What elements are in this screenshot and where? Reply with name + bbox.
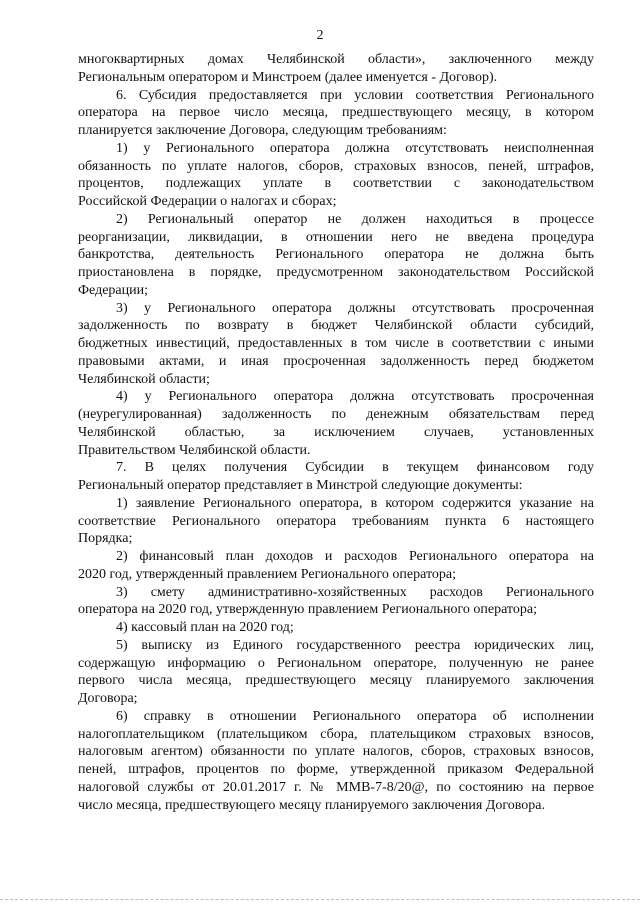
- text-line: Региональным оператором и Минстроем (далее именуется - Договор).: [78, 69, 498, 85]
- page-number: 2: [316, 28, 324, 43]
- text-line: Региональный оператор представляет в Минстрой следующие документы:: [78, 478, 523, 493]
- text-line: 3) смету административно-хозяйственных расходов Регионального: [116, 584, 594, 600]
- text-line: содержащую информацию о Региональном операторе, полученную не ранее: [78, 655, 594, 671]
- text-line: реорганизации, ликвидации, в отношении него не введена процедура: [78, 229, 594, 245]
- text-line: банкротства, деятельность Регионального оператора не должна быть: [78, 247, 594, 263]
- text-line: налоговой службы от 20.01.2017 г. № ММВ-7-8/20@, по состоянию на первое: [78, 779, 594, 795]
- text-line: правовыми актами, и иная просроченная задолженность перед бюджетом: [78, 353, 594, 369]
- text-line: оператора на первое число месяца, предшествующего месяцу, в котором: [78, 105, 594, 121]
- text-line: число месяца, предшествующего месяцу планируемого заключения Договора.: [78, 797, 545, 813]
- text-line: Челябинской области;: [78, 371, 210, 387]
- text-line: 6. Субсидия предоставляется при условии соответствия Регионального: [116, 87, 594, 103]
- text-line: Договора;: [78, 691, 138, 706]
- text-line: первого числа месяца, предшествующего месяцу планируемого заключения: [78, 673, 594, 689]
- text-line: соответствие Регионального оператора требованиям пункта 6 настоящего: [78, 513, 594, 529]
- text-line: (неурегулированная) задолженность по денежным обязательствам перед: [78, 407, 594, 422]
- text-line: 2020 год, утвержденный правлением Регионального оператора;: [78, 566, 456, 582]
- text-line: процентов, подлежащих уплате в соответствии с законодательством: [78, 176, 594, 192]
- text-line: 2) финансовый план доходов и расходов Регионального оператора на: [116, 549, 594, 564]
- text-line: Порядка;: [78, 531, 133, 547]
- text-line: 4) кассовый план на 2020 год;: [116, 620, 294, 635]
- text-line: 4) у Регионального оператора должна отсутствовать просроченная: [116, 389, 594, 405]
- text-line: планируется заключение Договора, следующим требованиям:: [78, 123, 447, 138]
- text-line: 1) у Регионального оператора должна отсутствовать неисполненная: [116, 140, 594, 156]
- text-line: задолженность по возврату в бюджет Челябинской области субсидий,: [78, 318, 594, 334]
- text-line: Челябинской областью, за исключением случаев, установленных: [78, 424, 594, 440]
- text-line: налогоплательщиком (плательщиком сбора, плательщиком страховых взносов,: [78, 726, 594, 742]
- text-line: 3) у Регионального оператора должны отсутствовать просроченная: [116, 300, 594, 316]
- text-line: 5) выписку из Единого государственного реестра юридических лиц,: [116, 637, 594, 653]
- text-line: приостановлена в порядке, предусмотренном законодательством Российской: [78, 265, 594, 280]
- text-line: 2) Региональный оператор не должен находиться в процессе: [116, 211, 594, 227]
- text-line: Федерации;: [78, 282, 149, 298]
- text-line: 6) справку в отношении Регионального оператора об исполнении: [116, 708, 594, 724]
- text-line: бюджетных инвестиций, предоставленных в том числе в соответствии с иными: [78, 336, 594, 351]
- text-line: налоговым агентом) обязанности по уплате налогов, сборов, страховых взносов,: [78, 744, 594, 760]
- document-body: [78, 51, 594, 814]
- text-line: многоквартирных домах Челябинской области», заключенного между: [78, 52, 594, 67]
- text-line: оператора на 2020 год, утвержденную правлением Регионального оператора;: [78, 602, 537, 618]
- text-line: 7. В целях получения Субсидии в текущем финансовом году: [116, 460, 594, 476]
- text-line: пеней, штрафов, процентов по форме, утвержденной приказом Федеральной: [78, 762, 594, 777]
- text-line: Российской Федерации о налогах и сборах;: [78, 194, 337, 209]
- text-line: 1) заявление Регионального оператора, в котором содержится указание на: [116, 495, 594, 511]
- text-line: обязанность по уплате налогов, сборов, страховых взносов, пеней, штрафов,: [78, 158, 594, 174]
- text-line: Правительством Челябинской области.: [78, 442, 311, 458]
- page-bottom-edge: [0, 899, 640, 900]
